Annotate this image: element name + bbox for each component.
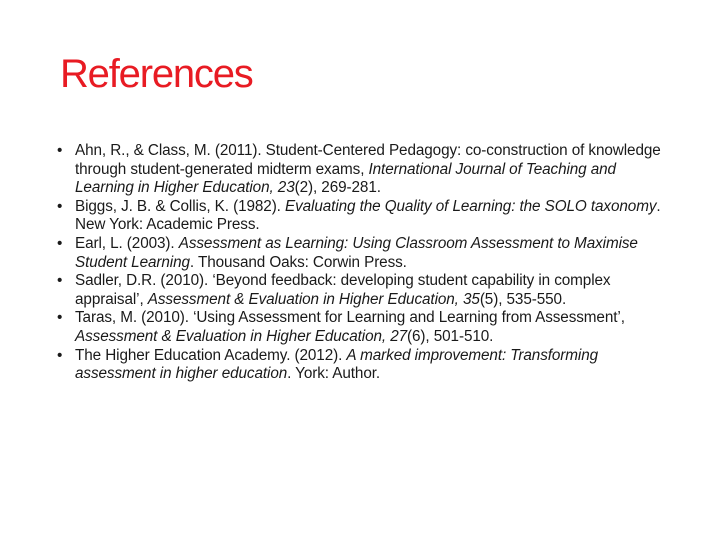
reference-item xyxy=(57,347,667,384)
reference-list xyxy=(57,142,667,384)
reference-item xyxy=(57,142,667,198)
reference-text: Earl, L. (2003). xyxy=(75,234,179,252)
reference-text: Taras, M. (2010). ‘Using Assessment for Learning and Learning from Assessment’, xyxy=(75,309,625,327)
reference-details: . Thousand Oaks: Corwin Press. xyxy=(189,253,407,271)
reference-text: Biggs, J. B. & Collis, K. (1982). xyxy=(75,197,285,215)
reference-text: Ahn, R., & Class, M. (2011). Student-Centered Pedagogy: co-construction of knowledge through student-generated midterm exams, xyxy=(75,142,661,178)
reference-source: Assessment as Learning: Using Classroom Assessment to Maximise Student Learning xyxy=(75,234,638,271)
reference-details: . New York: Academic Press. xyxy=(75,197,661,234)
reference-source: Assessment & Evaluation in Higher Education, 35 xyxy=(147,290,480,308)
reference-details: (6), 501-510. xyxy=(407,327,494,345)
reference-item xyxy=(57,272,667,309)
reference-item xyxy=(57,198,667,235)
reference-text: The Higher Education Academy. (2012). xyxy=(75,346,347,364)
reference-source: International Journal of Teaching and Learning in Higher Education, 23 xyxy=(75,160,616,197)
reference-text: Sadler, D.R. (2010). ‘Beyond feedback: developing student capability in complex appraisal’, xyxy=(75,272,611,308)
reference-source: A marked improvement: Transforming assessment in higher education xyxy=(75,346,599,383)
reference-source: Assessment & Evaluation in Higher Education, 27 xyxy=(75,327,408,345)
reference-item xyxy=(57,309,667,346)
reference-details: (5), 535-550. xyxy=(479,290,567,308)
reference-details: (2), 269-281. xyxy=(294,179,381,197)
reference-source: Evaluating the Quality of Learning: the SOLO taxonomy xyxy=(285,197,657,215)
reference-details: . York: Author. xyxy=(287,365,381,383)
slide-title: References xyxy=(60,52,253,96)
reference-item xyxy=(57,235,667,272)
